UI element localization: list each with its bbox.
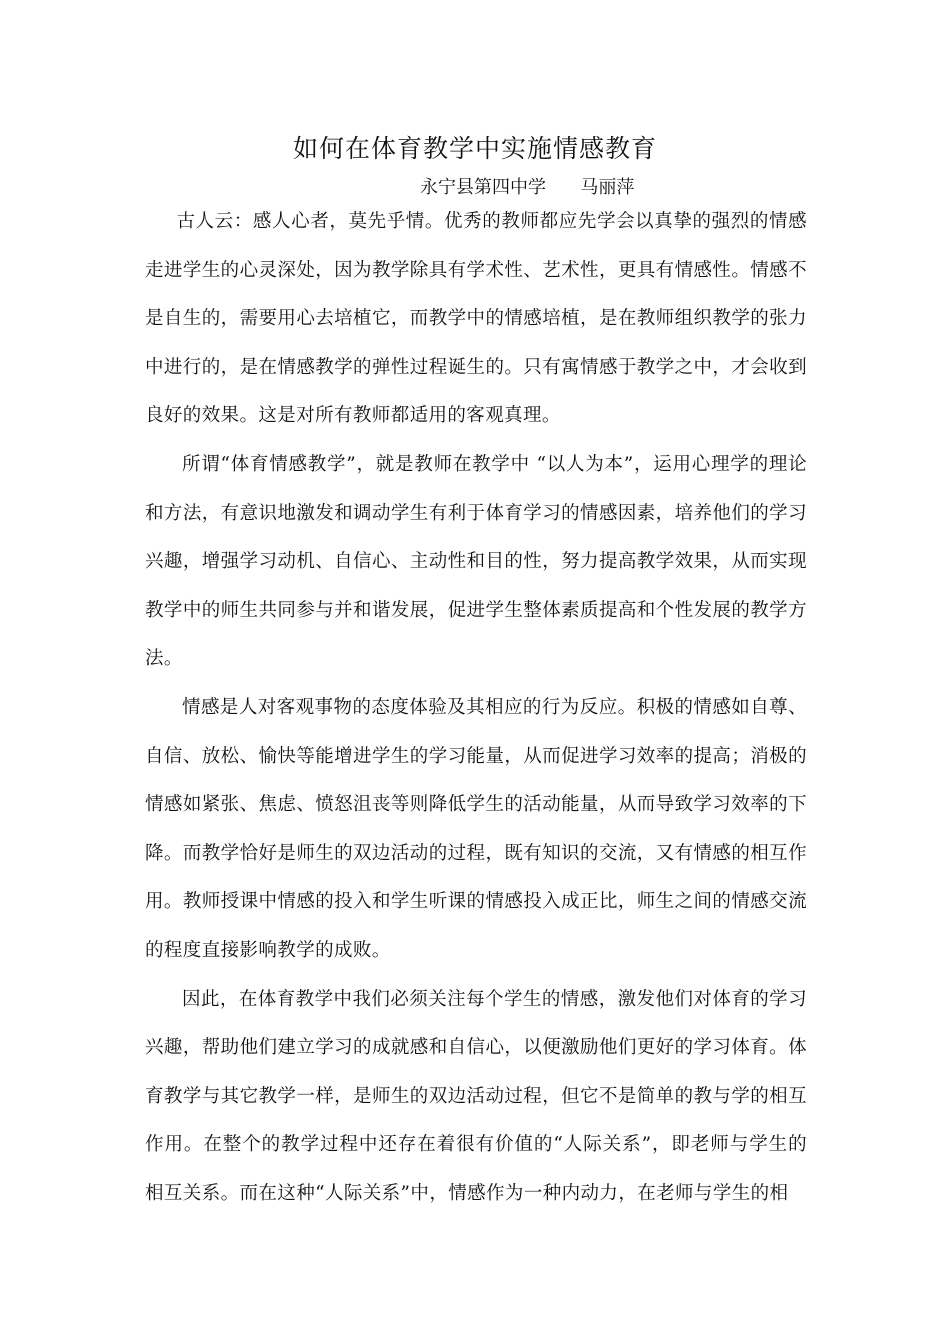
paragraph-4: 因此，在体育教学中我们必须关注每个学生的情感，激发他们对体育的学习兴趣，帮助他们建立学习的成就感和自信心，以便激励他们更好的学习体育。体育教学与其它教学一样，是师生的双边活动过程，但它不是简单的教与学的相互作用。在整个的教学过程中还存在着很有价值的“人际关系”，即老师与学生的相互关系。而在这种“人际关系”中，情感作为一种内动力，在老师与学生的相 <box>145 988 807 1204</box>
paragraph-1: 古人云：感人心者，莫先乎情。优秀的教师都应先学会以真挚的强烈的情感走进学生的心灵深处，因为教学除具有学术性、艺术性，更具有情感性。情感不是自生的，需要用心去培植它，而教学中的情感培植，是在教师组织教学的张力中进行的，是在情感教学的弹性过程诞生的。只有寓情感于教学之中，才会收到良好的效果。这是对所有教师都适用的客观真理。 <box>145 211 807 427</box>
author-byline: 永宁县第四中学 马丽萍 <box>420 177 635 198</box>
paragraph-2: 所谓“体育情感教学”，就是教师在教学中 “以人为本”，运用心理学的理论和方法，有意识地激发和调动学生有利于体育学习的情感因素，培养他们的学习兴趣，增强学习动机、自信心、主动性和目的性，努力提高教学效果，从而实现教学中的师生共同参与并和谐发展，促进学生整体素质提高和个性发展的教学方法。 <box>145 453 807 670</box>
document-body <box>145 198 807 1218</box>
paragraph-3: 情感是人对客观事物的态度体验及其相应的行为反应。积极的情感如自尊、自信、放松、愉快等能增进学生的学习能量，从而促进学习效率的提高；消极的情感如紧张、焦虑、愤怒沮丧等则降低学生的活动能量，从而导致学习效率的下降。而教学恰好是师生的双边活动的过程，既有知识的交流，又有情感的相互作用。教师授课中情感的投入和学生听课的情感投入成正比，师生之间的情感交流的程度直接影响教学的成败。 <box>145 696 807 961</box>
document-title: 如何在体育教学中实施情感教育 <box>292 134 657 163</box>
